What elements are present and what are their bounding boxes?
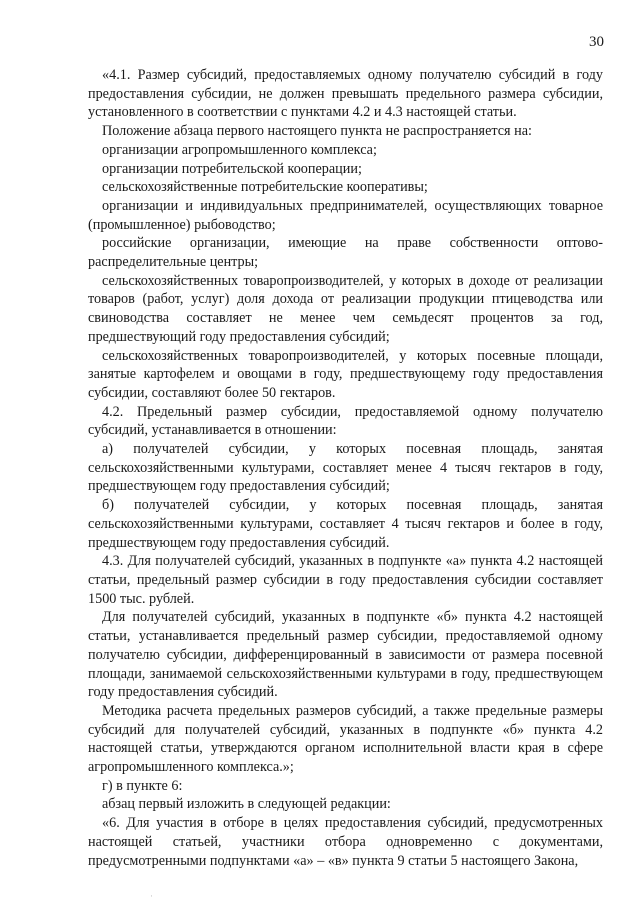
paragraph: а) получателей субсидии, у которых посевная площадь, занятая сельскохозяйственными культурами, составляет менее 4 тысяч гектаров в году, предшествующем году предоставления субсидий; bbox=[88, 441, 603, 495]
paragraph: Для получателей субсидий, указанных в подпункте «б» пункта 4.2 настоящей статьи, устанавливается предельный размер субсидии, предоставляемой одному получателю субсидии, дифференцированный в зависимости от размера посевной площади, занимаемой сельскохозяйственными культурами в году, предшествующем году предоставления субсидий. bbox=[88, 609, 603, 701]
paragraph: абзац первый изложить в следующей редакции: bbox=[102, 796, 391, 813]
paragraph: организации и индивидуальных предпринимателей, осуществляющих товарное (промышленное) рыбоводство; bbox=[88, 197, 603, 233]
paragraph: сельскохозяйственные потребительские кооперативы; bbox=[102, 179, 428, 196]
paragraph: 4.3. Для получателей субсидий, указанных в подпункте «а» пункта 4.2 настоящей статьи, предельный размер субсидии в году предоставления субсидии составляет 1500 тыс. рублей. bbox=[88, 553, 603, 607]
paragraph: организации агропромышленного комплекса; bbox=[102, 141, 377, 158]
paragraph: «4.1. Размер субсидий, предоставляемых одному получателю субсидий в году предоставления субсидии, не должен превышать предельного размера субсидии, установленного в соответствии с пунктами 4.2 и 4.3 настоящей статьи. bbox=[88, 67, 603, 121]
paragraph: б) получателей субсидии, у которых посевная площадь, занятая сельскохозяйственными культурами, составляет 4 тысяч гектаров и более в году, предшествующем году предоставления субсидий. bbox=[88, 497, 603, 551]
paragraph: российские организации, имеющие на праве собственности оптово-распределительные центры; bbox=[88, 235, 603, 271]
paragraph: сельскохозяйственных товаропроизводителей, у которых посевные площади, занятые картофелем и овощами в году, предшествующему году предоставления субсидии, составляют более 50 гектаров. bbox=[88, 347, 603, 401]
document-body bbox=[88, 66, 603, 870]
paragraph: Методика расчета предельных размеров субсидий, а также предельные размеры субсидий для получателей субсидий, указанных в подпункте «б» пункта 4.2 настоящей статьи, утверждаются органом исполнительной власти края в сфере агропромышленного комплекса.»; bbox=[88, 702, 603, 776]
paragraph: «6. Для участия в отборе в целях предоставления субсидий, предусмотренных настоящей статьей, участники отбора одновременно с документами, предусмотренными подпунктами «а» – «в» пункта 9 статьи 5 настоящего Закона, bbox=[88, 815, 603, 869]
paragraph: г) в пункте 6: bbox=[102, 777, 183, 794]
page-number: 30 bbox=[589, 34, 604, 50]
paragraph: организации потребительской кооперации; bbox=[102, 160, 362, 177]
paragraph: сельскохозяйственных товаропроизводителей, у которых в доходе от реализации товаров (работ, услуг) доля дохода от реализации продукции птицеводства или свиноводства составляет не менее чем семьдесят процентов за год, предшествующий году предоставления субсидий; bbox=[88, 272, 603, 345]
paragraph: Положение абзаца первого настоящего пункта не распространяется на: bbox=[102, 123, 532, 140]
paragraph: 4.2. Предельный размер субсидии, предоставляемой одному получателю субсидий, устанавливается в отношении: bbox=[88, 403, 603, 439]
scan-artifact: · bbox=[150, 891, 153, 901]
